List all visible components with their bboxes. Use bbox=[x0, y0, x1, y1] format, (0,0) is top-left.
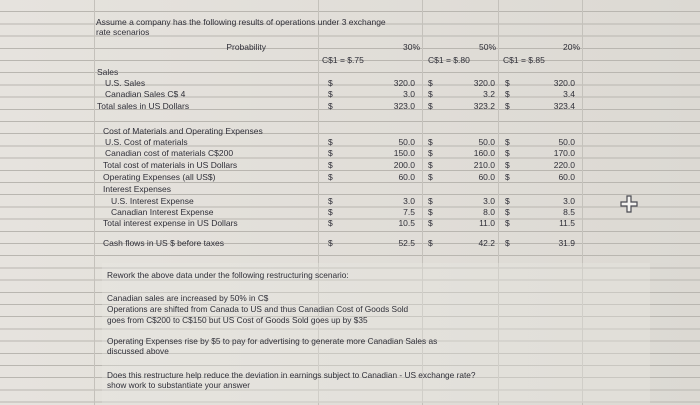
currency-sign: $ bbox=[328, 238, 333, 248]
rework-note-line: Canadian sales are increased by 50% in C$ bbox=[107, 293, 269, 303]
currency-sign: $ bbox=[428, 89, 433, 99]
currency-sign: $ bbox=[428, 137, 433, 147]
currency-sign: $ bbox=[505, 172, 510, 182]
opex-value: 60.0 bbox=[398, 172, 415, 182]
rework-note-line: Operating Expenses rise by $5 to pay for advertising to generate more Canadian Sales as bbox=[107, 336, 438, 346]
interest-value: 3.0 bbox=[483, 196, 495, 206]
currency-sign: $ bbox=[505, 160, 510, 170]
opex-label: Operating Expenses (all US$) bbox=[103, 172, 216, 182]
cost-total-value: 200.0 bbox=[393, 160, 415, 170]
currency-sign: $ bbox=[428, 148, 433, 158]
interest-value: 3.0 bbox=[563, 196, 575, 206]
currency-sign: $ bbox=[428, 238, 433, 248]
currency-sign: $ bbox=[328, 89, 333, 99]
rework-note-line: discussed above bbox=[107, 346, 169, 356]
cost-total-value: 210.0 bbox=[473, 160, 495, 170]
currency-sign: $ bbox=[328, 148, 333, 158]
currency-sign: $ bbox=[428, 172, 433, 182]
costs-heading: Cost of Materials and Operating Expenses bbox=[103, 126, 263, 136]
sales-value: 320.0 bbox=[393, 78, 415, 88]
currency-sign: $ bbox=[328, 78, 333, 88]
cost-row-label: U.S. Cost of materials bbox=[105, 137, 188, 147]
interest-value: 3.0 bbox=[403, 196, 415, 206]
cashflow-value: 52.5 bbox=[398, 238, 415, 248]
cost-value: 160.0 bbox=[473, 148, 495, 158]
interest-total-value: 11.0 bbox=[479, 218, 495, 228]
sales-value: 3.2 bbox=[483, 89, 495, 99]
currency-sign: $ bbox=[328, 218, 333, 228]
currency-sign: $ bbox=[505, 101, 510, 111]
probability-scenario-2: 50% bbox=[478, 42, 496, 52]
probability-scenario-1: 30% bbox=[402, 42, 420, 52]
currency-sign: $ bbox=[428, 160, 433, 170]
cost-total-value: 220.0 bbox=[553, 160, 575, 170]
rework-note-line: Operations are shifted from Canada to US and thus Canadian Cost of Goods Sold bbox=[107, 304, 409, 314]
cost-value: 50.0 bbox=[398, 137, 415, 147]
currency-sign: $ bbox=[428, 218, 433, 228]
sales-row-label: Canadian Sales C$ 4 bbox=[105, 89, 186, 99]
sales-heading: Sales bbox=[97, 67, 119, 77]
opex-value: 60.0 bbox=[478, 172, 495, 182]
sales-total-value: 323.4 bbox=[553, 101, 575, 111]
sales-total-label: Total sales in US Dollars bbox=[97, 101, 190, 111]
currency-sign: $ bbox=[505, 218, 510, 228]
column-divider bbox=[94, 0, 95, 405]
sales-value: 320.0 bbox=[553, 78, 575, 88]
sales-total-value: 323.0 bbox=[393, 101, 415, 111]
rate-scenario-3: C$1 = $.85 bbox=[503, 55, 545, 65]
currency-sign: $ bbox=[505, 207, 510, 217]
sales-row-label: U.S. Sales bbox=[105, 78, 146, 88]
rate-scenario-1: C$1 = $.75 bbox=[322, 55, 364, 65]
cost-value: 50.0 bbox=[558, 137, 575, 147]
currency-sign: $ bbox=[428, 78, 433, 88]
rework-question: Does this restructure help reduce the deviation in earnings subject to Canadian - US exchange rate? bbox=[107, 370, 476, 380]
interest-row-label: Canadian Interest Expense bbox=[111, 207, 214, 217]
interest-value: 8.5 bbox=[563, 207, 575, 217]
currency-sign: $ bbox=[505, 89, 510, 99]
cost-row-label: Canadian cost of materials C$200 bbox=[105, 148, 234, 158]
currency-sign: $ bbox=[505, 148, 510, 158]
cost-value: 170.0 bbox=[553, 148, 575, 158]
currency-sign: $ bbox=[328, 101, 333, 111]
currency-sign: $ bbox=[428, 101, 433, 111]
interest-heading: Interest Expenses bbox=[103, 184, 172, 194]
currency-sign: $ bbox=[328, 160, 333, 170]
interest-value: 7.5 bbox=[403, 207, 415, 217]
sales-total-value: 323.2 bbox=[473, 101, 495, 111]
currency-sign: $ bbox=[428, 196, 433, 206]
currency-sign: $ bbox=[505, 238, 510, 248]
cost-value: 50.0 bbox=[478, 137, 495, 147]
currency-sign: $ bbox=[328, 207, 333, 217]
interest-total-value: 10.5 bbox=[398, 218, 415, 228]
cost-value: 150.0 bbox=[393, 148, 415, 158]
rate-scenario-2: C$1 = $.80 bbox=[428, 55, 470, 65]
currency-sign: $ bbox=[505, 196, 510, 206]
currency-sign: $ bbox=[328, 172, 333, 182]
currency-sign: $ bbox=[428, 207, 433, 217]
plus-cursor-icon bbox=[620, 195, 638, 213]
rework-note-line: goes from C$200 to C$150 but US Cost of Goods Sold goes up by $35 bbox=[107, 315, 368, 325]
interest-total-label: Total interest expense in US Dollars bbox=[103, 218, 238, 228]
sales-value: 3.0 bbox=[403, 89, 415, 99]
rework-question-instruction: show work to substantiate your answer bbox=[107, 380, 250, 390]
cost-total-label: Total cost of materials in US Dollars bbox=[103, 160, 238, 170]
sales-value: 320.0 bbox=[473, 78, 495, 88]
cashflow-value: 42.2 bbox=[478, 238, 495, 248]
rework-instruction: Rework the above data under the following restructuring scenario: bbox=[107, 270, 349, 280]
intro-line-2: rate scenarios bbox=[96, 27, 150, 37]
probability-label: Probability bbox=[226, 42, 266, 52]
cashflow-value: 31.9 bbox=[558, 238, 575, 248]
opex-value: 60.0 bbox=[558, 172, 575, 182]
cashflow-label: Cash flows in US $ before taxes bbox=[103, 238, 224, 248]
currency-sign: $ bbox=[328, 137, 333, 147]
interest-total-value: 11.5 bbox=[559, 218, 575, 228]
sales-value: 3.4 bbox=[563, 89, 575, 99]
currency-sign: $ bbox=[505, 78, 510, 88]
intro-line-1: Assume a company has the following results of operations under 3 exchange bbox=[96, 17, 386, 27]
interest-value: 8.0 bbox=[483, 207, 495, 217]
probability-scenario-3: 20% bbox=[562, 42, 580, 52]
currency-sign: $ bbox=[505, 137, 510, 147]
currency-sign: $ bbox=[328, 196, 333, 206]
interest-row-label: U.S. Interest Expense bbox=[111, 196, 194, 206]
